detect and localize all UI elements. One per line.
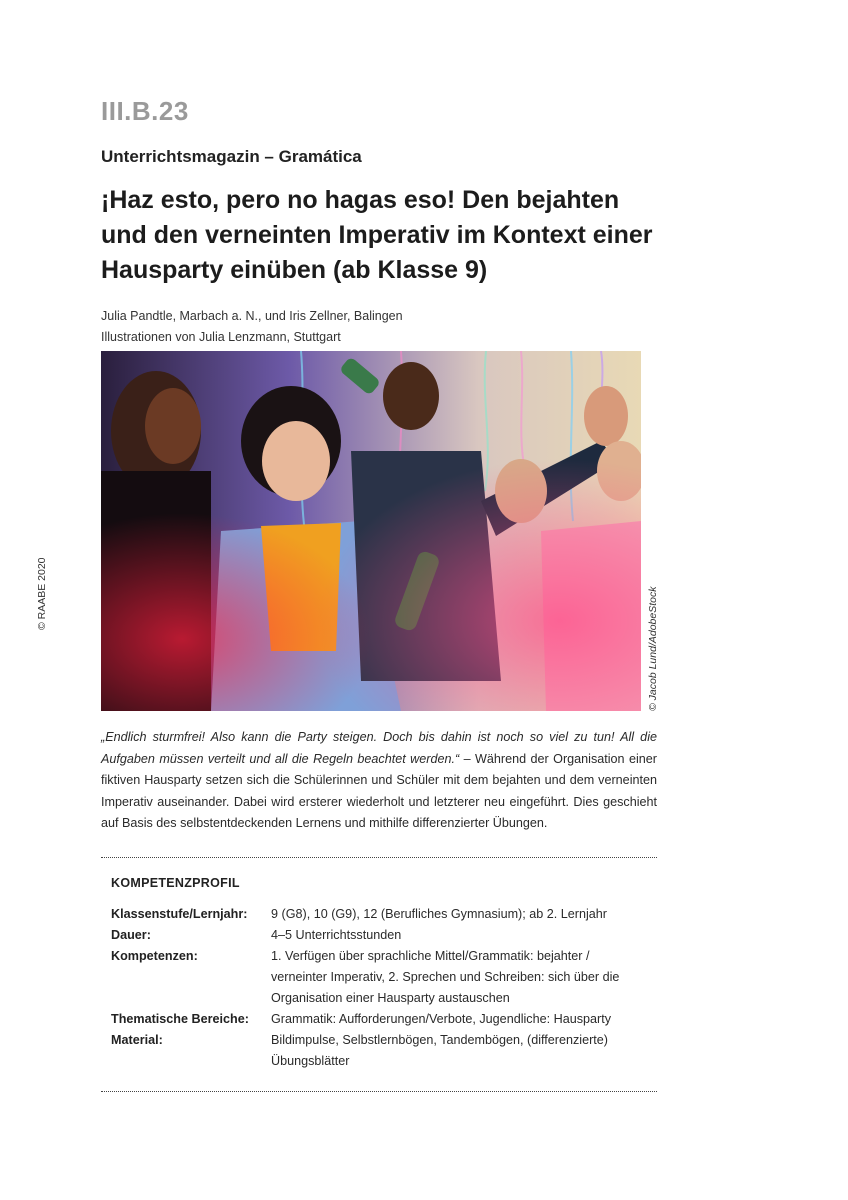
intro-paragraph	[101, 727, 657, 835]
divider-bottom	[101, 1091, 657, 1092]
profile-value: 9 (G8), 10 (G9), 12 (Berufliches Gymnasium); ab 2. Lernjahr	[271, 907, 607, 921]
profile-key: Klassenstufe/Lernjahr:	[111, 907, 248, 921]
profile-value: 1. Verfügen über sprachliche Mittel/Grammatik: bejahter / verneinter Imperativ, 2. Sprechen und Schreiben: sich über die Organisation einer Hausparty austauschen	[271, 949, 620, 1005]
profile-value: 4–5 Unterrichtsstunden	[271, 928, 402, 942]
illustrator-line: Illustrationen von Julia Lenzmann, Stuttgart	[101, 330, 341, 344]
party-photo	[101, 351, 641, 711]
profile-row	[111, 946, 651, 1009]
profile-key: Kompetenzen:	[111, 949, 198, 963]
profile-row	[111, 904, 651, 925]
profile-value: Grammatik: Aufforderungen/Verbote, Jugendliche: Hausparty	[271, 1012, 611, 1026]
copyright-notice: © RAABE 2020	[36, 557, 48, 630]
competence-profile	[111, 876, 651, 1072]
profile-row	[111, 925, 651, 946]
authors-block	[101, 306, 403, 348]
module-code: III.B.23	[101, 96, 189, 126]
profile-key: Material:	[111, 1033, 163, 1047]
profile-heading: KOMPETENZPROFIL	[111, 876, 240, 890]
intro-quote: „Endlich sturmfrei! Also kann die Party steigen. Doch bis dahin ist noch so viel zu tun! All die Aufgaben müssen verteilt und all die Regeln beachtet werden.“	[101, 730, 657, 766]
profile-row	[111, 1009, 651, 1030]
photo-credit: © Jacob Lund/AdobeStock	[647, 586, 659, 711]
profile-key: Thematische Bereiche:	[111, 1012, 249, 1026]
intro-text: – Während der Organisation einer fiktiven Hausparty setzen sich die Schülerinnen und Schüler mit dem bejahten und dem verneinten Imperativ auseinander. Dabei wird ersterer wiederholt und letzterer neu eingeführt. Dies geschieht auf Basis des selbstentdeckenden Lernens und mithilfe differenzierter Übungen.	[101, 751, 657, 830]
authors-line: Julia Pandtle, Marbach a. N., und Iris Zellner, Balingen	[101, 309, 403, 323]
divider-top	[101, 857, 657, 858]
profile-value: Bildimpulse, Selbstlernbögen, Tandembögen, (differenzierte) Übungsblätter	[271, 1033, 608, 1068]
series-title: Unterrichtsmagazin – Gramática	[101, 147, 362, 166]
article-title: ¡Haz esto, pero no hagas eso! Den bejahten und den verneinten Imperativ im Kontext einer Hausparty einüben (ab Klasse 9)	[101, 186, 653, 284]
profile-key: Dauer:	[111, 928, 151, 942]
profile-row	[111, 1030, 651, 1072]
